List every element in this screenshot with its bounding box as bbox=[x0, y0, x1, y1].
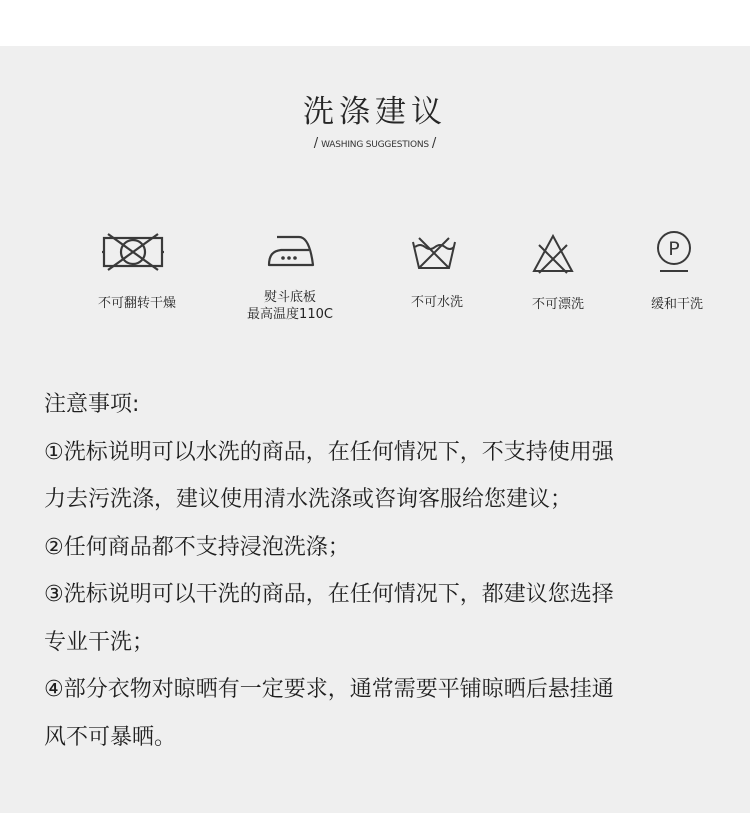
notes-line: ①洗标说明可以水洗的商品，在任何情况下，不支持使用强 bbox=[44, 439, 614, 465]
notes-heading: 注意事项: bbox=[44, 392, 140, 417]
care-notes bbox=[44, 381, 714, 761]
care-label-no-bleach: 不可漂洗 bbox=[531, 297, 584, 312]
care-label-iron-line2: 最高温度110C bbox=[247, 307, 333, 322]
care-label-no-wash: 不可水洗 bbox=[410, 295, 463, 310]
page-subtitle bbox=[0, 136, 750, 153]
gentle-dry-clean-icon bbox=[653, 229, 695, 275]
no-wash-icon bbox=[410, 234, 458, 272]
page-title: 洗涤建议 bbox=[303, 94, 447, 130]
notes-line: ③洗标说明可以干洗的商品，在任何情况下，都建议您选择 bbox=[44, 582, 614, 607]
no-tumble-dry-icon bbox=[100, 232, 166, 272]
svg-text:P: P bbox=[668, 238, 680, 260]
subtitle-text: WASHING SUGGESTIONS bbox=[321, 140, 429, 150]
no-bleach-icon bbox=[531, 233, 575, 275]
notes-line: ②任何商品都不支持浸泡洗涤； bbox=[44, 534, 350, 560]
notes-line: 风不可暴晒。 bbox=[44, 724, 177, 750]
care-label-iron-line1: 熨斗底板 bbox=[263, 290, 316, 305]
notes-line: ④部分衣物对晾晒有一定要求，通常需要平铺晾晒后悬挂通 bbox=[44, 677, 614, 702]
iron-icon bbox=[265, 233, 317, 269]
notes-line: 专业干洗； bbox=[44, 629, 155, 655]
care-label-gentle-dry-clean: 缓和干洗 bbox=[650, 297, 703, 312]
notes-line: 力去污洗涤，建议使用清水洗涤或咨询客服给您建议； bbox=[44, 487, 573, 512]
subtitle-slash-right: / bbox=[431, 136, 437, 151]
subtitle-slash-left: / bbox=[313, 136, 319, 151]
care-label-no-tumble-dry: 不可翻转干燥 bbox=[97, 296, 176, 311]
